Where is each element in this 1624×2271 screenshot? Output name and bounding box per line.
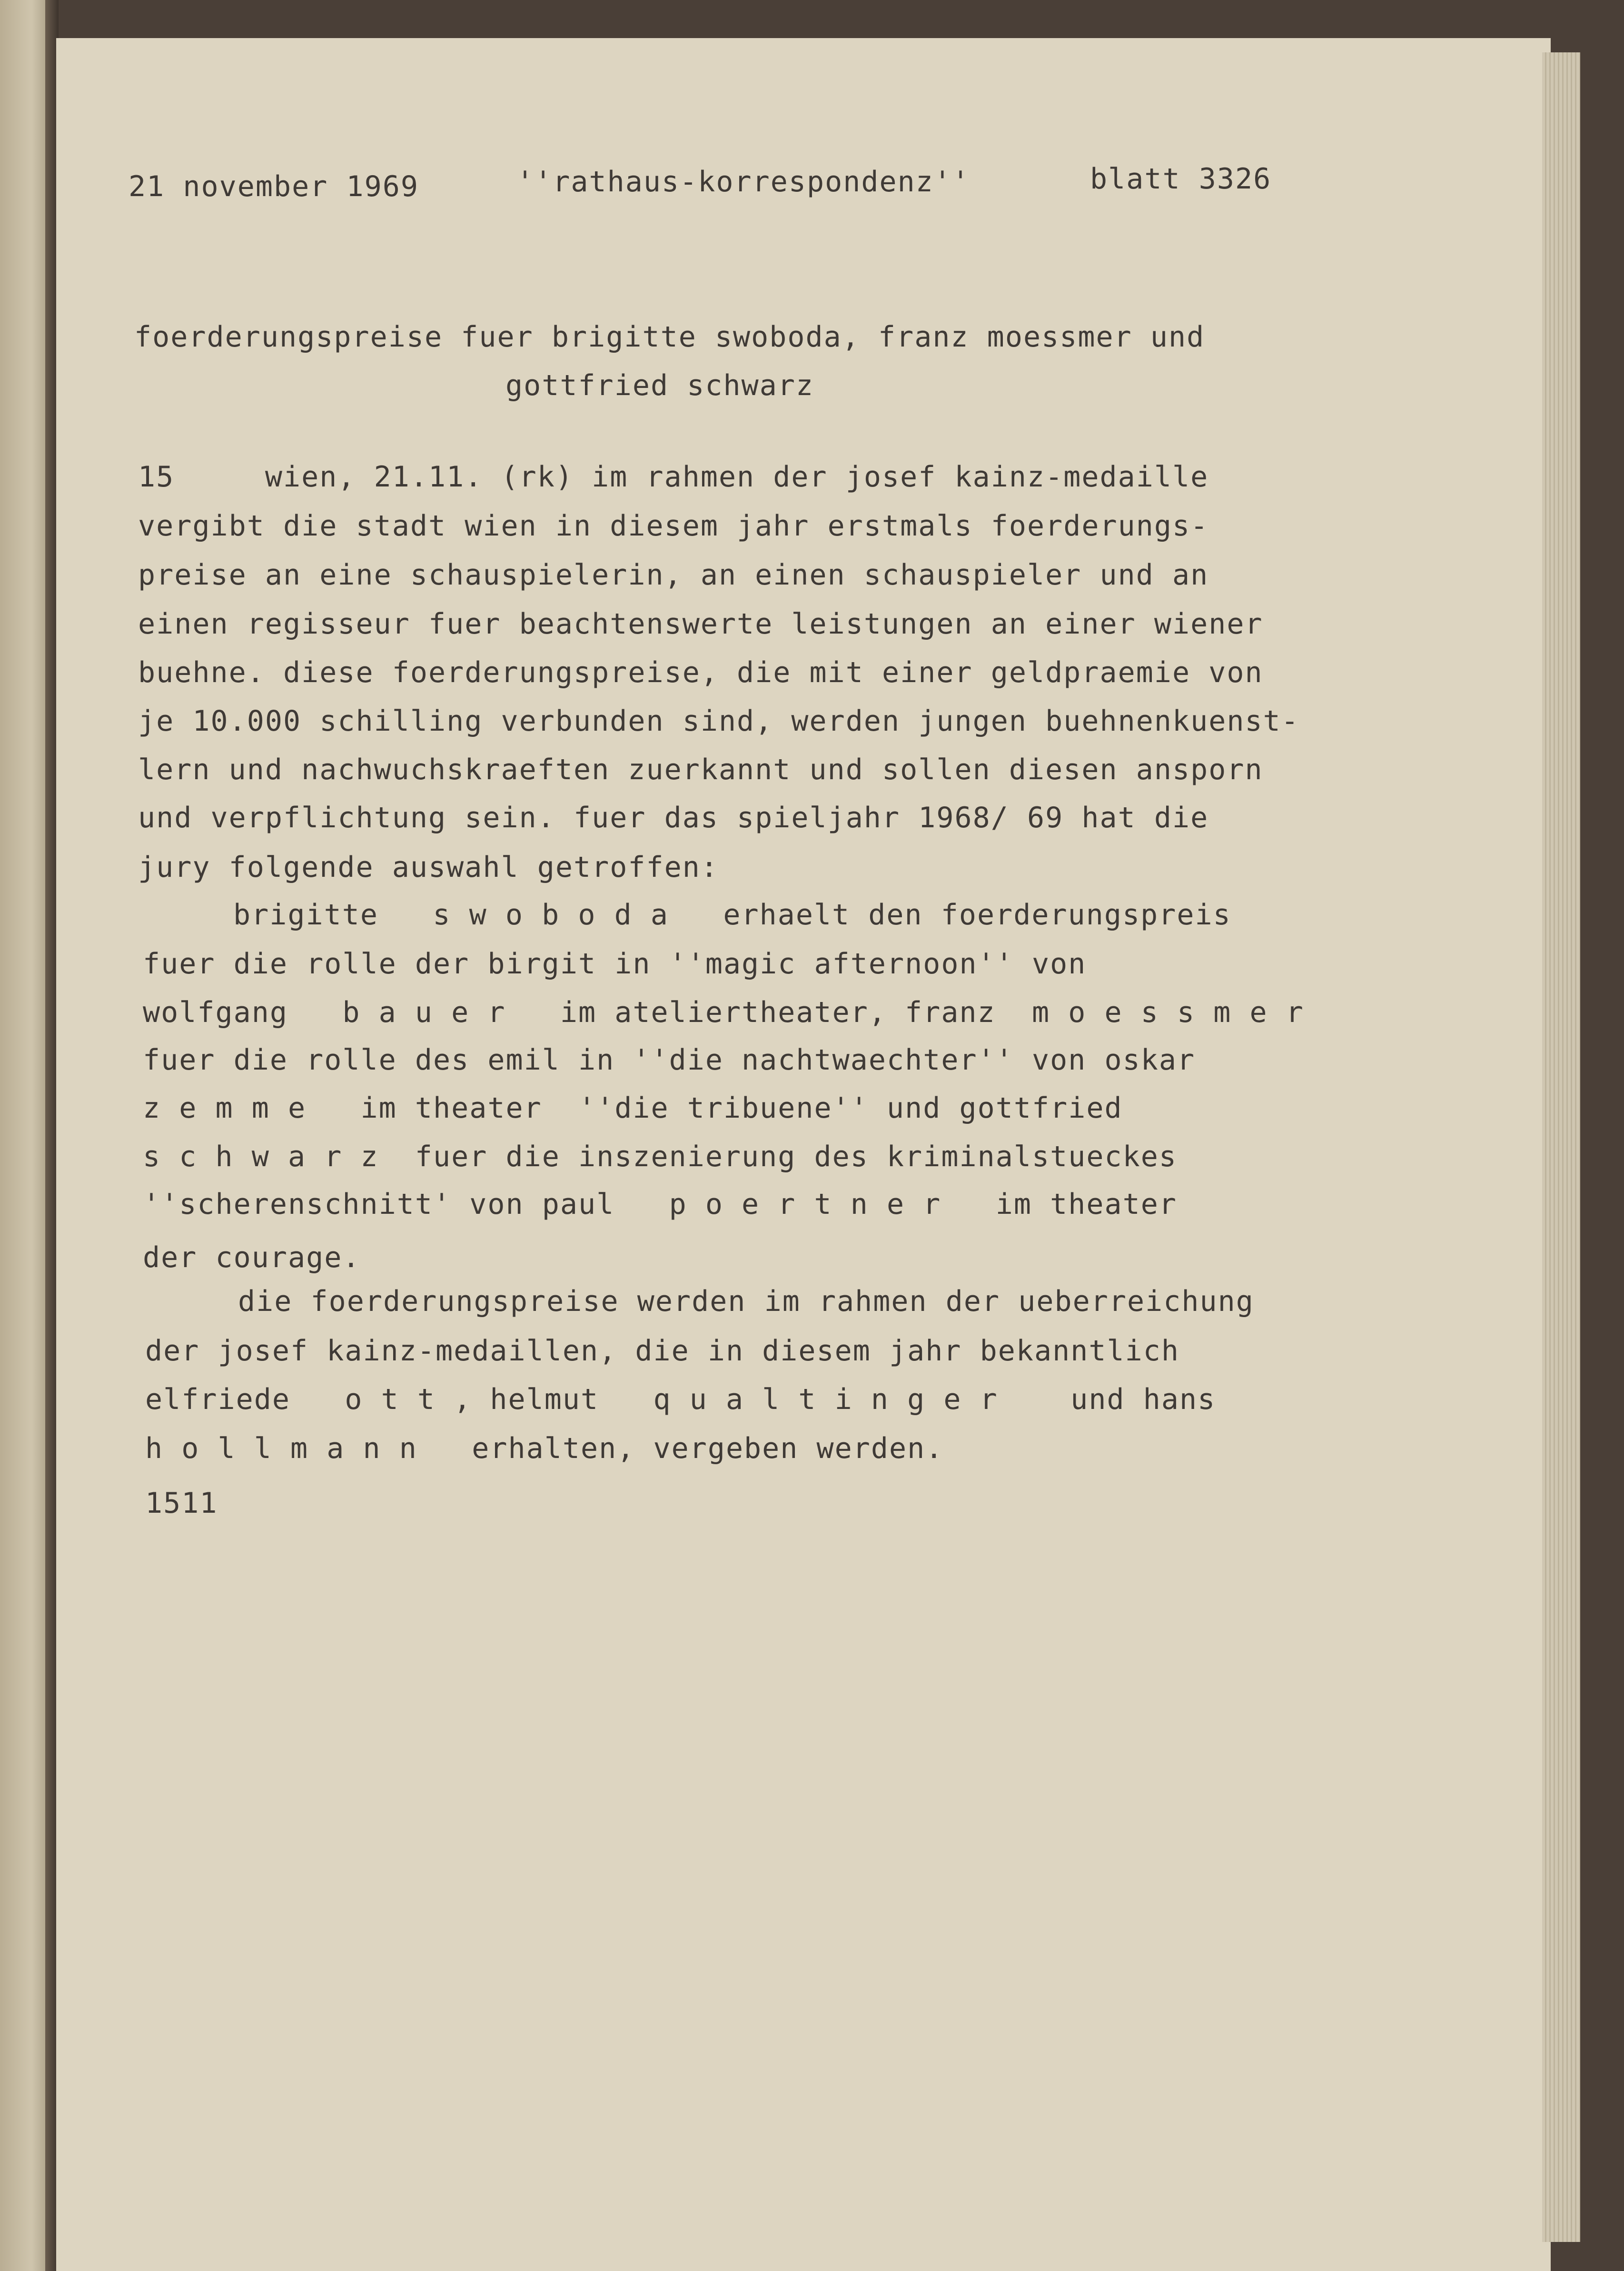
body-line: 15 wien, 21.11. (rk) im rahmen der josef kainz-medaille [138,460,1209,494]
body-line: lern und nachwuchskraeften zuerkannt und sollen diesen ansporn [138,753,1263,786]
body-line: brigitte s w o b o d a erhaelt den foerderungspreis [233,898,1231,932]
body-line: die foerderungspreise werden im rahmen der ueberreichung [238,1285,1254,1318]
body-line: z e m m e im theater ''die tribuene'' und gottfried [143,1091,1123,1125]
page-stack-edge [1542,52,1580,2242]
previous-page-edge [0,0,52,2271]
body-line: s c h w a r z fuer die inszenierung des kriminalstueckes [143,1140,1178,1173]
body-line: elfriede o t t , helmut q u a l t i n g e r und hans [145,1383,1216,1416]
header-page-number: blatt 3326 [1090,162,1272,196]
body-line: fuer die rolle der birgit in ''magic afternoon'' von [143,947,1087,981]
body-line: 1511 [145,1487,218,1520]
body-line: fuer die rolle des emil in ''die nachtwaechter'' von oskar [143,1043,1196,1077]
body-line: der courage. [143,1241,361,1274]
body-line: vergibt die stadt wien in diesem jahr erstmals foerderungs- [138,509,1209,543]
body-line: und verpflichtung sein. fuer das spieljahr 1968/ 69 hat die [138,801,1209,834]
body-line: einen regisseur fuer beachtenswerte leistungen an einer wiener [138,607,1263,641]
body-line: jury folgende auswahl getroffen: [138,851,719,884]
body-line: h o l l m a n n erhalten, vergeben werden. [145,1432,944,1465]
body-line: der josef kainz-medaillen, die in diesem jahr bekanntlich [145,1334,1180,1368]
body-line: preise an eine schauspielerin, an einen schauspieler und an [138,558,1209,592]
header-date: 21 november 1969 [129,170,419,203]
body-line: buehne. diese foerderungspreise, die mit einer geldpraemie von [138,656,1263,689]
title-line-2: gottfried schwarz [505,369,814,402]
title-line-1: foerderungspreise fuer brigitte swoboda, franz moessmer und [134,320,1205,354]
body-line: je 10.000 schilling verbunden sind, werden jungen buehnenkuenst- [138,704,1299,738]
body-line: ''scherenschnitt' von paul p o e r t n e r im theater [143,1188,1178,1221]
body-line: wolfgang b a u e r im ateliertheater, franz m o e s s m e r [143,996,1304,1029]
header-publication: ''rathaus-korrespondenz'' [516,165,970,198]
